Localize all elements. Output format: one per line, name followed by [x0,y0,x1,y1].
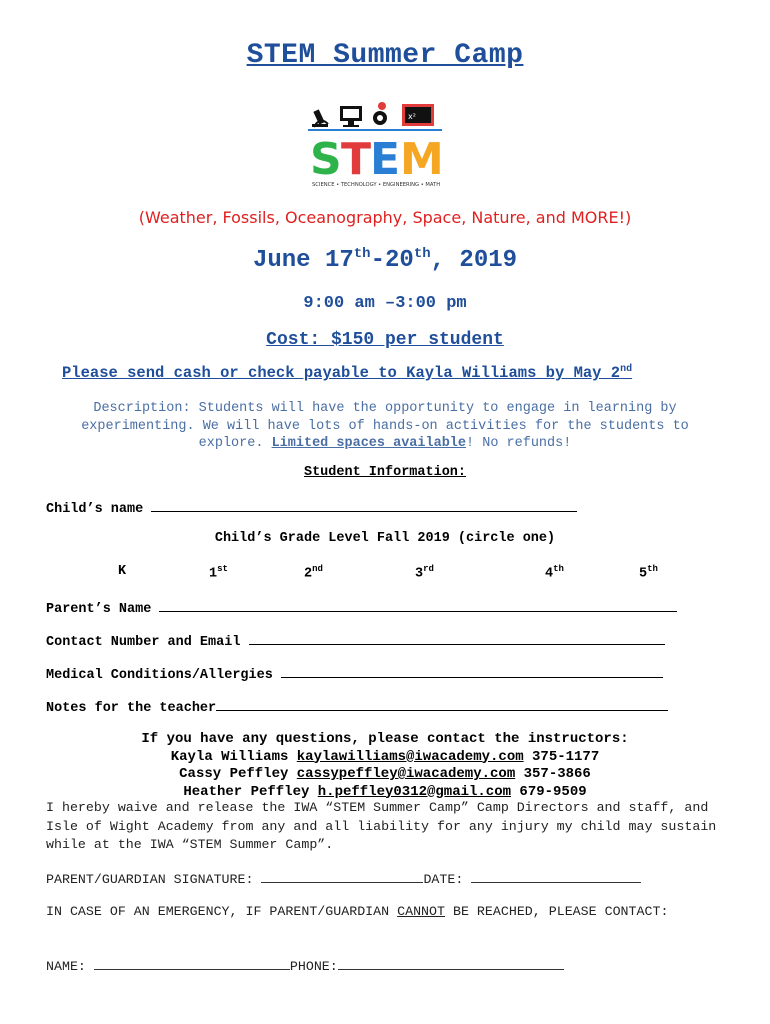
waiver-text: I hereby waive and release the IWA “STEM Summer Camp” Camp Directors and staff, and Isle of Wight Academy from any and all liability for any injury my child may sustain while at the IWA “STEM Summer Camp”. [46,800,717,852]
description [50,400,720,453]
contact-row [0,766,770,784]
stem-logo-graphic [308,96,464,192]
date-end-sup: th [413,246,431,262]
description-part2: ! No refunds! [466,436,572,451]
contact-name: Cassy Peffley [179,766,297,782]
child-name-label: Child’s name [46,502,144,517]
monitor-icon [340,106,362,127]
grade-4[interactable] [545,564,564,582]
contact-email[interactable]: cassypeffley@iwacademy.com [296,766,516,782]
grade-sup: rd [423,564,434,574]
emergency-name-label: NAME: [46,959,94,974]
contact-email[interactable]: kaylawilliams@iwacademy.com [296,748,524,765]
grade-5[interactable] [639,564,658,582]
signature-line[interactable] [261,870,423,883]
emergency-fields [46,957,564,974]
signature-label: PARENT/GUARDIAN SIGNATURE: [46,872,262,887]
emergency-text [46,903,696,922]
contact-name: Heather Peffley [183,783,318,800]
instructor-contacts [0,731,770,801]
emergency-cannot: CANNOT [397,904,445,919]
svg-text:T: T [341,134,372,185]
notes-line[interactable] [216,696,668,711]
contacts-heading: If you have any questions, please contact the instructors: [141,731,629,747]
contact-row [0,749,770,767]
date-line[interactable] [471,870,641,883]
contact-phone: 679-9509 [511,783,587,800]
logo-tagline: SCIENCE • TECHNOLOGY • ENGINEERING • MATH [312,182,441,188]
chalkboard-icon [402,104,434,126]
camp-dates [0,246,770,274]
contact-label: Contact Number and Email [46,635,241,650]
grade-label: 1 [209,566,218,582]
stem-logo [308,96,464,192]
child-name-line[interactable] [151,497,577,512]
payment-text: Please send cash or check payable to Kayla Williams by May 2 [62,364,621,383]
camp-cost: Cost: $150 per student [266,330,504,350]
emergency-name-line[interactable] [94,957,290,970]
parent-name-label: Parent’s Name [46,602,152,617]
microscope-icon [312,109,328,127]
grade-title: Child’s Grade Level Fall 2019 (circle one) [214,531,556,546]
description-highlight: Limited spaces available [271,436,467,451]
svg-text:x²: x² [408,112,416,121]
payment-sup: nd [620,364,633,375]
grade-2[interactable] [304,564,323,582]
contact-name: Kayla Williams [170,748,297,765]
subtitle: (Weather, Fossils, Oceanography, Space, Nature, and MORE!) [138,208,632,227]
emergency-phone-line[interactable] [338,957,564,970]
date-sep: -20 [370,247,414,274]
emergency-part2: BE REACHED, PLEASE CONTACT: [445,904,669,919]
date-label: DATE: [423,872,472,887]
svg-text:E: E [370,134,401,185]
grade-1[interactable] [209,564,228,582]
grade-sup: nd [312,564,323,574]
date-start-sup: th [353,246,371,262]
emergency-phone-label: PHONE: [289,959,338,974]
signature-row [46,870,641,887]
grade-label: K [118,564,127,579]
grade-label: 3 [415,566,424,582]
page-title: STEM Summer Camp [246,40,524,71]
grade-label: 5 [639,566,648,582]
camp-time: 9:00 am –3:00 pm [303,294,467,313]
emergency-part1: IN CASE OF AN EMERGENCY, IF PARENT/GUARDIAN [46,904,398,919]
parent-name-line[interactable] [159,597,677,612]
grade-sup: th [647,564,658,574]
grade-3[interactable] [415,564,434,582]
student-info-heading: Student Information: [303,465,467,480]
notes-label: Notes for the teacher [46,701,217,716]
grade-label: 2 [304,566,313,582]
date-year: , 2019 [430,247,518,274]
grade-label: 4 [545,566,554,582]
gears-icon [373,102,387,125]
svg-text:S: S [310,134,342,185]
notes-field [46,696,668,716]
contact-field [46,630,665,650]
svg-text:M: M [400,134,444,185]
contact-line[interactable] [249,630,665,645]
child-name-field [46,497,577,517]
grade-k[interactable] [118,564,126,579]
parent-name-field [46,597,677,617]
description-part1: Description: Students will have the opportunity to engage in learning by experimenting. We will have lots of hands-on activities for the students to explore. [81,401,689,451]
contact-email[interactable]: h.peffley0312@gmail.com [317,783,512,800]
medical-label: Medical Conditions/Allergies [46,668,273,683]
grade-sup: th [553,564,564,574]
medical-line[interactable] [281,663,663,678]
contact-phone: 375-1177 [523,748,600,765]
payment-instructions [62,364,632,382]
date-start: June 17 [252,247,354,274]
contact-phone: 357-3866 [515,766,591,782]
grade-sup: st [217,564,228,574]
medical-field [46,663,663,683]
